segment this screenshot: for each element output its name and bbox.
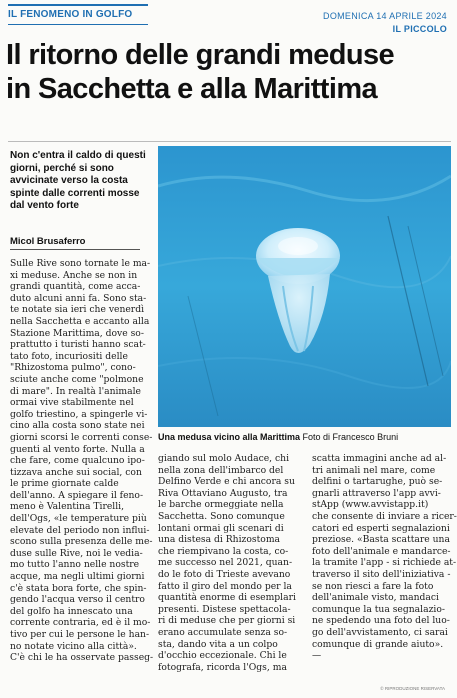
article-text-line: Stazione Marittima, dove so-: [10, 327, 144, 339]
article-summary: Non c'entra il caldo di questi giorni, perché si sono avvicinate verso la costa spinte dalle correnti mosse dal vento forte: [10, 150, 146, 212]
article-text-line: —: [312, 650, 322, 662]
article-text-line: scono sulla presenza delle me-: [10, 536, 153, 548]
article-text-line: Sulle Rive sono tornate le ma-: [10, 258, 151, 269]
article-text-line: tivo per cui le persone le han-: [10, 629, 150, 640]
article-text-line: duto alcuni anni fa. Sono sta-: [10, 292, 147, 304]
article-text-line: prattutto i turisti hanno scat-: [10, 339, 146, 351]
article-text-line: di mare". In realtà l'animale: [10, 385, 141, 397]
article-text-line: lontani ormai gli scenari di: [158, 522, 284, 534]
article-text-line: tato foto, incuriositi delle: [10, 350, 128, 362]
headline-separator: [8, 141, 451, 142]
article-text-line: catori ed esperti segnalazioni: [312, 522, 450, 534]
author-byline: Micol Brusaferro: [10, 236, 86, 247]
article-text-line: duse sulle Rive, noi le vedia-: [10, 547, 143, 559]
article-text-line: C'è chi le ha osservate passeg-: [10, 652, 154, 664]
article-text-line: foto dell'animale e mandarce-: [312, 545, 451, 557]
article-text-line: corrente contraria, ed è il mo-: [10, 617, 151, 629]
article-text-line: che consente di inviare a ricer-: [312, 510, 457, 522]
article-text-line: tri animali nel mare, come: [312, 464, 436, 476]
article-text-line: ri di meduse che per giorni si: [158, 615, 296, 627]
article-text-line: le prime giornate calde: [10, 478, 119, 490]
article-text-line: le barche ormeggiate nella: [158, 499, 284, 511]
article-text-line: c'è stata bora forte, che spin-: [10, 582, 147, 594]
article-text-line: giorni scorsi le correnti conse-: [10, 431, 153, 443]
article-text-line: go dell'avvistamento, ci sarai: [312, 626, 448, 638]
article-text-line: Delfino Verde e chi ancora su: [158, 476, 295, 488]
article-text-line: sciute anche come "polmone: [10, 373, 144, 385]
article-text-line: giando sul molo Audace, chi: [158, 453, 290, 464]
article-text-line: acque, ma negli ultimi giorni: [10, 571, 145, 583]
article-text-line: fatto il giro del mondo per la: [158, 580, 292, 592]
headline-line: in Sacchetta e alla Marittima: [6, 73, 378, 105]
article-text-line: ormai vive stabilmente nel: [10, 397, 134, 409]
headline-line: Il ritorno delle grandi meduse: [6, 39, 395, 71]
article-text-line: stApp (www.avvistapp.it): [312, 499, 429, 511]
article-text-line: che fare, come qualcuno ipo-: [10, 455, 145, 467]
newspaper-name: IL PICCOLO: [392, 24, 447, 34]
article-text-line: xi meduse. Anche se non in: [10, 269, 138, 281]
article-text-line: ne spedendo una foto del luo-: [312, 615, 450, 627]
article-text-line: dell'anno. A spiegare il feno-: [10, 489, 144, 501]
article-text-line: comunque la tua segnalazio-: [312, 603, 445, 615]
article-text-line: elevate del periodo non influi-: [10, 524, 150, 536]
article-text-line: erano accumulate senza so-: [158, 626, 288, 638]
article-text-line: cino alla costa sono state nei: [10, 420, 145, 432]
top-accent-rule: [8, 4, 148, 6]
article-text-line: gnarli attraverso l'app avvi-: [312, 487, 441, 499]
article-text-line: delfini o tartarughe, può se-: [312, 476, 443, 488]
issue-date: DOMENICA 14 APRILE 2024: [323, 11, 447, 21]
article-text-line: do le foto di Trieste avevano: [158, 568, 291, 580]
jellyfish-photo: [158, 146, 451, 427]
kicker-underline: [8, 24, 148, 25]
article-text-line: guenti al vento forte. Nulla a: [10, 443, 145, 455]
article-text-line: Riva Ottaviano Augusto, tra: [158, 487, 288, 499]
photo-caption: [158, 432, 451, 442]
article-text-line: la tramite l'app - si richiede at-: [312, 557, 457, 569]
article-text-line: dell'Ogs, «le temperature più: [10, 513, 147, 525]
article-text-line: comunque di grande aiuto».: [312, 638, 444, 650]
article-text-line: che riempivano la costa, co-: [158, 545, 289, 557]
article-text-line: mo tutto l'anno nelle nostre: [10, 559, 140, 571]
article-column-1: [10, 258, 154, 664]
article-text-line: te notate sia ieri che venerdì: [10, 304, 145, 316]
article-text-line: meno è Valentina Tirelli,: [10, 501, 125, 513]
article-text-line: traverso il sito dell'iniziativa -: [312, 568, 451, 580]
article-text-line: dell'animale visto, mandaci: [312, 592, 439, 604]
article-column-3: [312, 453, 457, 662]
article-text-line: presenti. Distese spettacola-: [158, 603, 291, 615]
byline-underline: [10, 249, 140, 250]
article-column-2: [158, 453, 298, 673]
article-text-line: d'occhio eccezionale. Chi le: [158, 650, 287, 662]
article-text-line: gendo l'acqua verso il centro: [10, 594, 145, 606]
section-kicker: IL FENOMENO IN GOLFO: [8, 9, 133, 20]
copyright-notice: © RIPRODUZIONE RISERVATA: [380, 686, 445, 691]
article-text-line: nella Sacchetta e accanto alla: [10, 315, 150, 327]
article-text-line: se non riesci a fare la foto: [312, 580, 434, 592]
article-text-line: sta, dando vita a un colpo: [158, 638, 278, 650]
article-text-line: no notate vicino alla città».: [10, 640, 137, 652]
article-text-line: fotografa, ricorda l'Ogs, ma: [158, 661, 287, 673]
article-text-line: golfo triestino, a spingerle vi-: [10, 408, 148, 420]
article-text-line: una distesa di Rhizostoma: [158, 534, 281, 546]
article-text-line: Sacchetta. Sono comunque: [158, 510, 285, 522]
article-text-line: "Rhizostoma pulmo", cono-: [10, 362, 136, 374]
caption-credit: Foto di Francesco Bruni: [300, 432, 399, 442]
article-text-line: grandi quantità, come acca-: [10, 281, 141, 293]
article-text-line: scatta immagini anche ad al-: [312, 453, 447, 464]
article-text-line: del golfo ha innescato una: [10, 605, 133, 617]
caption-text: Una medusa vicino alla Marittima: [158, 432, 301, 442]
article-text-line: preziose. «Basta scattare una: [312, 534, 450, 546]
article-text-line: tizzava anche sui social, con: [10, 466, 142, 478]
article-text-line: me successo nel 2021, quan-: [158, 557, 293, 569]
article-text-line: nella zona dell'imbarco del: [158, 464, 284, 476]
article-text-line: quantità enorme di esemplari: [158, 592, 296, 604]
headline: [6, 38, 451, 106]
